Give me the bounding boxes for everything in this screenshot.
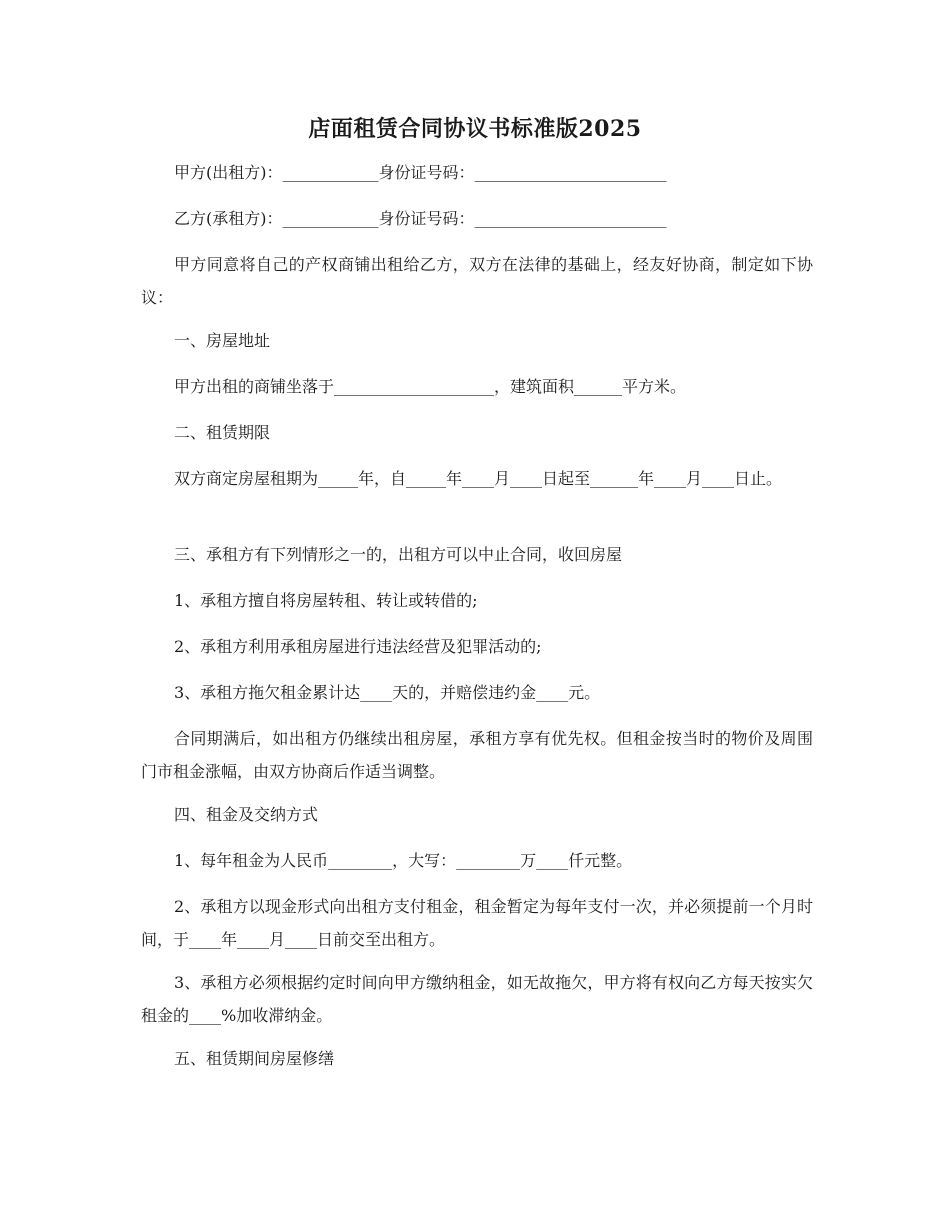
rent-item-3: 3、承租方必须根据约定时间向甲方缴纳租金，如无故拖欠，甲方将有权向乙方每天按实欠租金的____%加收滞纳金。: [141, 973, 813, 1025]
party-a-line: 甲方(出租方)：____________身份证号码：________________________: [174, 163, 667, 182]
section-heading-address: 一、房屋地址: [174, 331, 271, 350]
address-paragraph: 甲方出租的商铺坐落于____________________，建筑面积______平方米。: [174, 377, 687, 396]
section-heading-rent: 四、租金及交纳方式: [174, 805, 319, 824]
document-title: 店面租赁合同协议书标准版2025: [308, 116, 642, 142]
renewal-paragraph: 合同期满后，如出租方仍继续出租房屋，承租方享有优先权。但租金按当时的物价及周围门市租金涨幅，由双方协商后作适当调整。: [141, 729, 813, 781]
termination-item-3: 3、承租方拖欠租金累计达____天的，并赔偿违约金____元。: [174, 683, 601, 702]
section-heading-termination: 三、承租方有下列情形之一的，出租方可以中止合同，收回房屋: [174, 545, 623, 564]
termination-item-2: 2、承租方利用承租房屋进行违法经营及犯罪活动的;: [174, 637, 542, 656]
section-heading-term: 二、租赁期限: [174, 423, 271, 442]
section-heading-repairs: 五、租赁期间房屋修缮: [174, 1049, 335, 1068]
party-b-line: 乙方(承租方)：____________身份证号码：________________________: [174, 209, 667, 228]
termination-item-1: 1、承租方擅自将房屋转租、转让或转借的;: [174, 591, 478, 610]
term-paragraph: 双方商定房屋租期为_____年，自_____年____月____日起至______年____月____日止。: [174, 469, 783, 488]
rent-item-1: 1、每年租金为人民币________，大写：________万____仟元整。: [174, 851, 633, 870]
intro-paragraph: 甲方同意将自己的产权商铺出租给乙方，双方在法律的基础上，经友好协商，制定如下协议：: [141, 255, 813, 307]
rent-item-2: 2、承租方以现金形式向出租方支付租金，租金暂定为每年支付一次，并必须提前一个月时间，于____年____月____日前交至出租方。: [141, 897, 813, 949]
